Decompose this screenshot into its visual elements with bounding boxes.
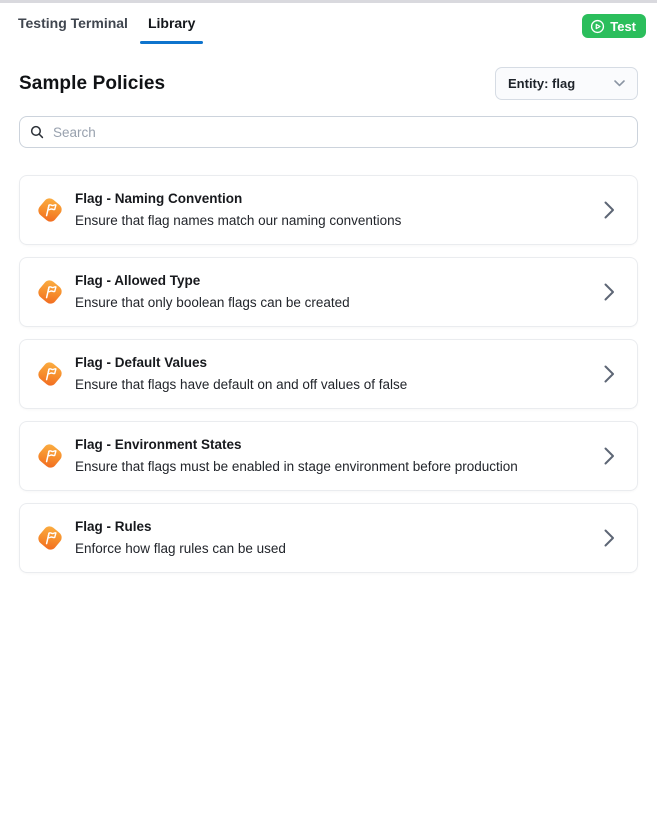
policy-list [19, 175, 638, 573]
policy-text [75, 434, 518, 478]
main-content [0, 67, 657, 573]
flag-icon [38, 526, 62, 550]
chevron-right-icon [604, 365, 615, 383]
policy-list-item[interactable] [19, 257, 638, 327]
policy-description: Enforce how flag rules can be used [75, 541, 286, 556]
tab-testing-terminal[interactable]: Testing Terminal [18, 14, 128, 31]
chevron-right-icon [604, 201, 615, 219]
policy-text [75, 188, 401, 232]
policy-title: Flag - Allowed Type [75, 273, 201, 288]
policy-list-item[interactable] [19, 503, 638, 573]
test-button-label: Test [610, 18, 636, 34]
policy-text [75, 352, 407, 396]
chevron-down-icon [614, 80, 625, 87]
chevron-right-icon [604, 447, 615, 465]
policy-text [75, 516, 286, 560]
chevron-right-icon [604, 529, 615, 547]
header-bar [0, 3, 657, 48]
policy-title: Flag - Environment States [75, 437, 242, 452]
tab-bar [0, 3, 657, 48]
policy-description: Ensure that flags have default on and off values of false [75, 377, 408, 392]
test-button[interactable] [582, 14, 646, 38]
policy-description: Ensure that only boolean flags can be created [75, 295, 350, 310]
policy-list-item[interactable] [19, 339, 638, 409]
flag-icon [38, 280, 62, 304]
policy-list-item[interactable] [19, 421, 638, 491]
flag-icon [38, 362, 62, 386]
entity-filter-label: Entity: flag [508, 76, 576, 91]
magnifier-icon [30, 125, 44, 139]
search-input[interactable] [53, 125, 627, 140]
policy-description: Ensure that flags must be enabled in stage environment before production [75, 459, 518, 474]
flag-icon [38, 444, 62, 468]
policy-list-item[interactable] [19, 175, 638, 245]
policy-description: Ensure that flag names match our naming conventions [75, 213, 402, 228]
policy-text [75, 270, 350, 314]
tab-library[interactable]: Library [138, 3, 205, 48]
policy-title: Flag - Rules [75, 519, 152, 534]
page-title: Sample Policies [19, 72, 166, 94]
policy-title: Flag - Naming Convention [75, 191, 243, 206]
entity-filter-dropdown[interactable] [495, 67, 638, 100]
chevron-right-icon [604, 283, 615, 301]
play-circle-icon [590, 19, 605, 34]
page-header [19, 67, 638, 100]
search-box[interactable] [19, 116, 638, 148]
flag-icon [38, 198, 62, 222]
policy-title: Flag - Default Values [75, 355, 208, 370]
